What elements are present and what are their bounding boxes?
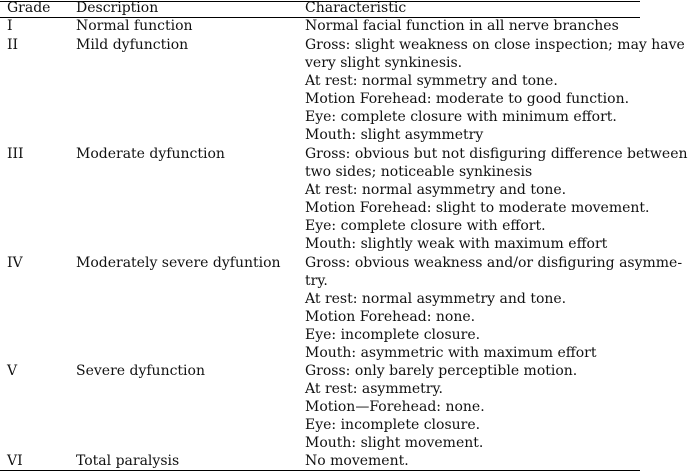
row-description: Normal function <box>76 18 193 34</box>
characteristic-line: Normal facial function in all nerve branches <box>305 18 619 34</box>
row-characteristics <box>305 452 640 470</box>
characteristic-line: Gross: obvious weakness and/or disfiguring asymme- <box>305 255 683 271</box>
row-grade: III <box>7 146 24 162</box>
characteristic-line: At rest: normal asymmetry and tone. <box>305 291 567 307</box>
characteristic-line: Eye: incomplete closure. <box>305 327 481 343</box>
characteristic-line: Mouth: slightly weak with maximum effort <box>305 236 608 252</box>
characteristic-line: Motion—Forehead: none. <box>305 399 485 415</box>
row-grade: VI <box>7 453 23 469</box>
characteristic-line: Gross: slight weakness on close inspection; may have <box>305 37 685 53</box>
row-characteristics <box>305 254 683 362</box>
characteristic-line: Motion Forehead: moderate to good function. <box>305 91 630 107</box>
row-characteristics <box>305 36 685 144</box>
row-description: Moderately severe dyfuntion <box>76 255 281 271</box>
row-grade: IV <box>7 255 23 271</box>
characteristic-line: Mouth: slight asymmetry <box>305 127 484 143</box>
row-description: Total paralysis <box>76 453 180 469</box>
characteristic-line: Gross: obvious but not disfiguring difference between <box>305 146 688 162</box>
row-description: Severe dyfunction <box>76 363 205 379</box>
characteristic-line: Mouth: asymmetric with maximum effort <box>305 345 597 361</box>
characteristic-line: Motion Forehead: slight to moderate movement. <box>305 200 650 216</box>
header-description: Description <box>76 0 159 16</box>
header-grade: Grade <box>7 0 51 16</box>
header-characteristic: Characteristic <box>305 0 407 16</box>
row-characteristics <box>305 362 640 452</box>
row-description: Moderate dyfunction <box>76 146 225 162</box>
table-bottom-rule <box>0 470 640 471</box>
characteristic-line: Eye: incomplete closure. <box>305 417 481 433</box>
characteristic-line: At rest: normal asymmetry and tone. <box>305 182 567 198</box>
characteristic-line: No movement. <box>305 453 409 469</box>
characteristic-line: Eye: complete closure with effort. <box>305 218 546 234</box>
row-grade: II <box>7 37 19 53</box>
characteristic-line: Gross: only barely perceptible motion. <box>305 363 578 379</box>
characteristic-line: two sides; noticeable synkinesis <box>305 164 533 180</box>
row-grade: I <box>7 18 13 34</box>
characteristic-line: Mouth: slight movement. <box>305 435 484 451</box>
characteristic-line: Eye: complete closure with minimum effort. <box>305 109 617 125</box>
characteristic-line: Motion Forehead: none. <box>305 309 476 325</box>
characteristic-line: At rest: asymmetry. <box>305 381 443 397</box>
row-grade: V <box>7 363 18 379</box>
characteristic-line: very slight synkinesis. <box>305 55 463 71</box>
row-description: Mild dyfunction <box>76 37 189 53</box>
row-characteristics <box>305 145 688 253</box>
characteristic-line: try. <box>305 273 328 289</box>
row-characteristics <box>305 17 640 35</box>
characteristic-line: At rest: normal symmetry and tone. <box>305 73 558 89</box>
